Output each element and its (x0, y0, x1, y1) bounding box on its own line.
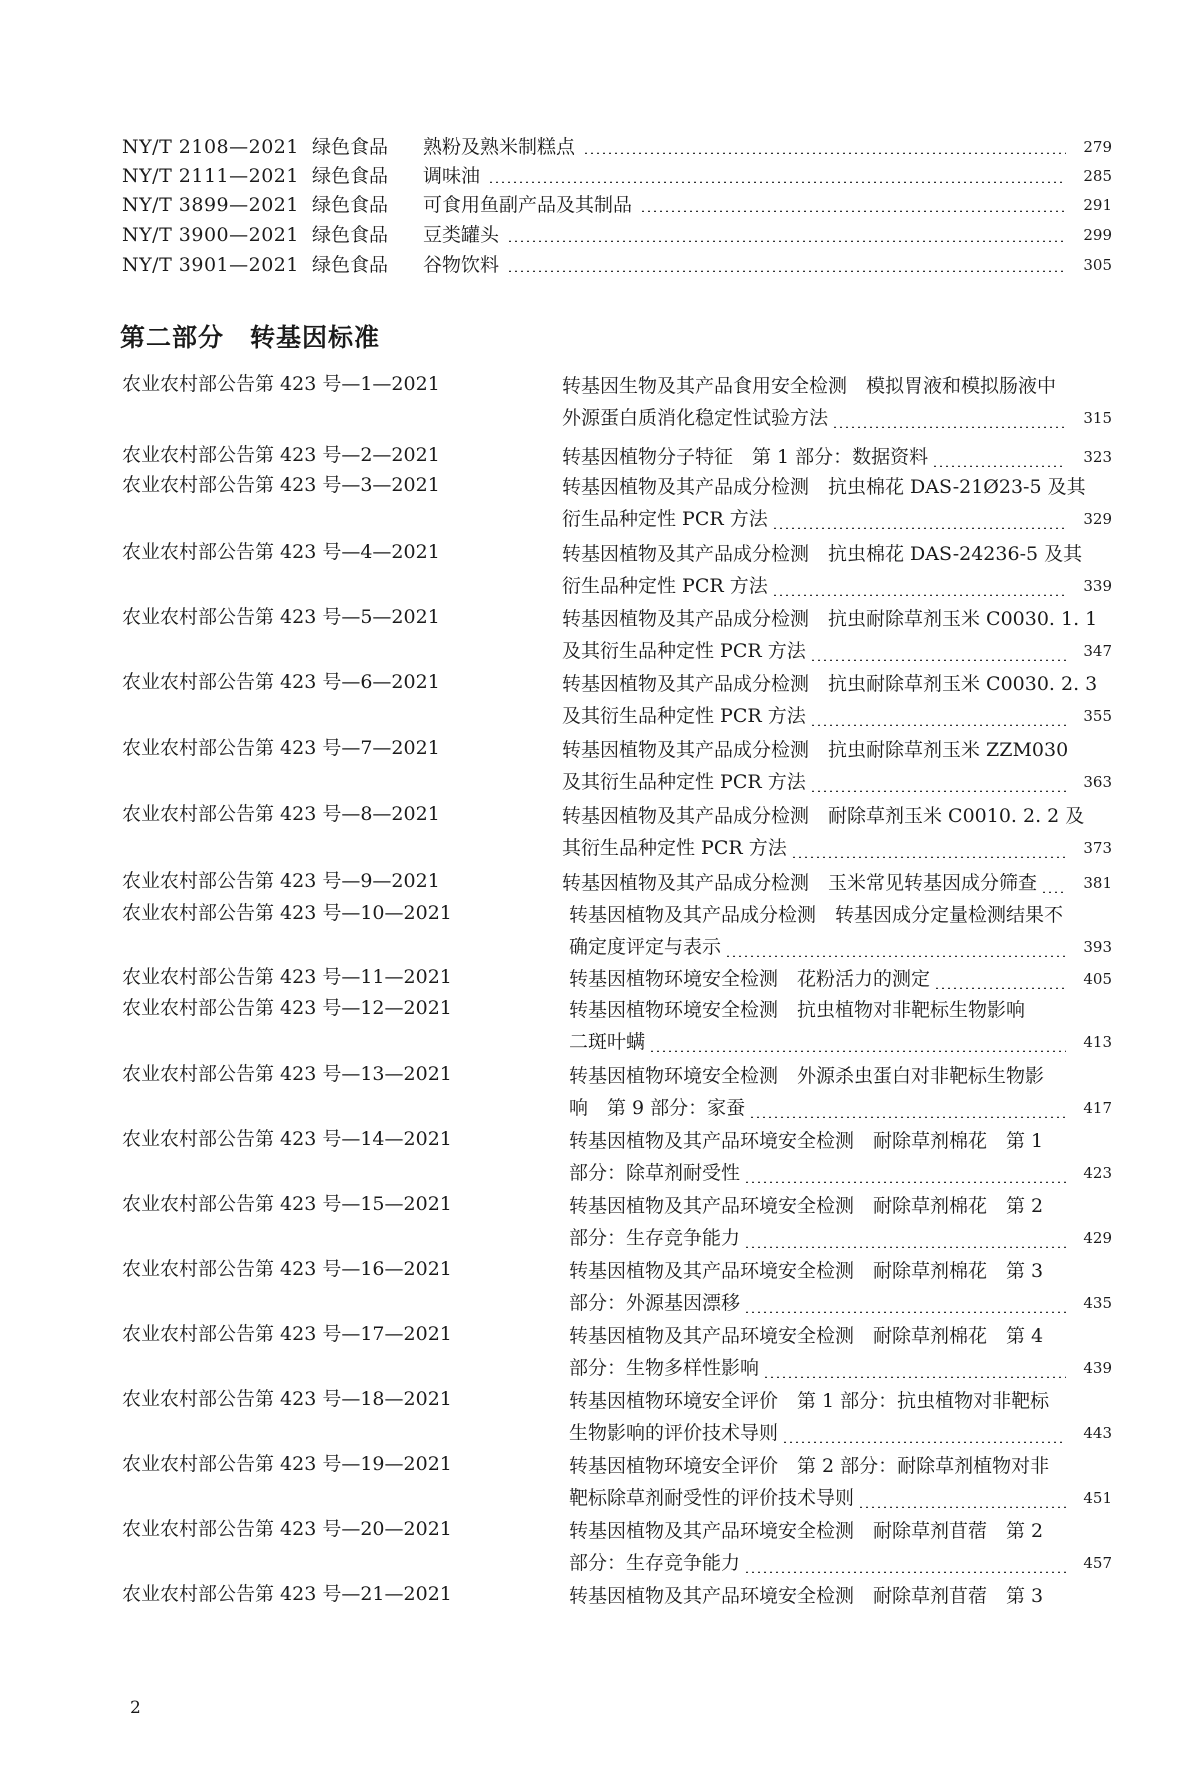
entry-title-line (562, 765, 1112, 797)
entry-title-text: 转基因植物及其产品环境安全检测 耐除草剂棉花 第 4 (569, 1325, 1044, 1347)
standard-title: 豆类罐头 (423, 224, 500, 246)
entry-title-text: 转基因植物及其产品环境安全检测 耐除草剂棉花 第 3 (569, 1260, 1044, 1282)
entry-title-line (562, 502, 1112, 534)
dot-leader (507, 240, 1066, 242)
standard-title: 调味油 (423, 165, 481, 187)
entry-title-text: 部分：外源基因漂移 (569, 1292, 741, 1314)
standard-code: NY/T 2108—2021 (122, 136, 299, 158)
entry-title-text: 转基因植物环境安全检测 外源杀虫蛋白对非靶标生物影 (569, 1065, 1045, 1087)
dot-leader (858, 1506, 1066, 1508)
dot-leader (810, 790, 1066, 792)
entry-title-text: 转基因植物环境安全检测 花粉活力的测定 (569, 968, 931, 990)
entry-title-text: 转基因植物及其产品成分检测 耐除草剂玉米 C0010. 2. 2 及 (562, 805, 1085, 827)
entry-title-block (562, 866, 1112, 898)
dot-leader (810, 724, 1066, 726)
announcement-code: 农业农村部公告第 423 号—14—2021 (122, 1128, 452, 1150)
entry-title-text: 转基因植物环境安全评价 第 2 部分：耐除草剂植物对非 (569, 1455, 1050, 1477)
entry-title-line (569, 1091, 1112, 1123)
announcement-code: 农业农村部公告第 423 号—8—2021 (122, 803, 440, 825)
entry-title-text: 转基因植物及其产品成分检测 抗虫耐除草剂玉米 ZZM030 (562, 739, 1069, 761)
entry-title-line (569, 1319, 1112, 1351)
page-ref: 439 (1083, 1359, 1112, 1377)
entry-title-text: 靶标除草剂耐受性的评价技术导则 (569, 1487, 855, 1509)
entry-title-line (569, 962, 1112, 994)
standard-category: 绿色食品 (312, 224, 389, 246)
entry-title-text: 其衍生品种定性 PCR 方法 (562, 837, 787, 859)
entry-title-block (569, 1449, 1112, 1513)
entry-title-block (562, 799, 1112, 863)
entry-title-line (562, 369, 1112, 401)
announcement-code: 农业农村部公告第 423 号—19—2021 (122, 1453, 452, 1475)
dot-leader (782, 1441, 1066, 1443)
entry-title-text: 转基因植物及其产品成分检测 抗虫耐除草剂玉米 C0030. 2. 3 (562, 673, 1098, 695)
entry-title-block (562, 733, 1112, 797)
entry-title-block (569, 1124, 1112, 1188)
entry-title-line (562, 401, 1112, 433)
entry-title-text: 衍生品种定性 PCR 方法 (562, 508, 768, 530)
dot-leader (725, 955, 1066, 957)
page-ref: 347 (1083, 642, 1112, 660)
dot-leader (649, 1050, 1066, 1052)
entry-title-line (562, 799, 1112, 831)
page-ref: 443 (1083, 1424, 1112, 1442)
announcement-code: 农业农村部公告第 423 号—5—2021 (122, 606, 440, 628)
page-ref: 305 (1083, 256, 1112, 274)
entry-title-block (569, 1514, 1112, 1578)
entry-title-text: 转基因植物及其产品环境安全检测 耐除草剂棉花 第 1 (569, 1130, 1044, 1152)
dot-leader (772, 527, 1066, 529)
entry-title-line (569, 1384, 1112, 1416)
entry-title-line (562, 866, 1112, 898)
page-ref: 429 (1083, 1229, 1112, 1247)
entry-title-line (569, 1221, 1112, 1253)
dot-leader (640, 210, 1066, 212)
page-ref: 285 (1083, 167, 1112, 185)
entry-title-block (569, 962, 1112, 994)
announcement-code: 农业农村部公告第 423 号—17—2021 (122, 1323, 452, 1345)
page-ref: 329 (1083, 510, 1112, 528)
toc-entry (122, 217, 1112, 247)
dot-leader (934, 987, 1066, 989)
page-ref: 355 (1083, 707, 1112, 725)
page-ref: 393 (1083, 938, 1112, 956)
entry-title-line (569, 1156, 1112, 1188)
entry-title-text: 转基因植物及其产品环境安全检测 耐除草剂苜蓿 第 3 (569, 1585, 1044, 1607)
entry-title-text: 确定度评定与表示 (569, 936, 722, 958)
announcement-code: 农业农村部公告第 423 号—1—2021 (122, 373, 440, 395)
page-ref: 457 (1083, 1554, 1112, 1572)
standard-code: NY/T 3901—2021 (122, 254, 299, 276)
entry-title-line (569, 1514, 1112, 1546)
entry-title-block (562, 470, 1112, 534)
announcement-code: 农业农村部公告第 423 号—15—2021 (122, 1193, 452, 1215)
entry-title-text: 转基因生物及其产品食用安全检测 模拟胃液和模拟肠液中 (562, 375, 1057, 397)
page-ref: 417 (1083, 1099, 1112, 1117)
announcement-code: 农业农村部公告第 423 号—9—2021 (122, 870, 440, 892)
page-ref: 363 (1083, 773, 1112, 791)
standard-code: NY/T 3899—2021 (122, 194, 299, 216)
announcement-code: 农业农村部公告第 423 号—3—2021 (122, 474, 440, 496)
entry-title-line (569, 1124, 1112, 1156)
entry-title-text: 部分：生存竞争能力 (569, 1552, 741, 1574)
entry-title-line (569, 1416, 1112, 1448)
page-ref: 405 (1083, 970, 1112, 988)
dot-leader (832, 426, 1066, 428)
entry-title-line (569, 1254, 1112, 1286)
announcement-code: 农业农村部公告第 423 号—12—2021 (122, 997, 452, 1019)
entry-title-block (562, 369, 1112, 433)
section-title: 转基因标准 (250, 323, 381, 352)
standard-title: 熟粉及熟米制糕点 (423, 136, 576, 158)
standard-code: NY/T 3900—2021 (122, 224, 299, 246)
page-ref: 451 (1083, 1489, 1112, 1507)
entry-title-text: 及其衍生品种定性 PCR 方法 (562, 705, 806, 727)
announcement-code: 农业农村部公告第 423 号—10—2021 (122, 902, 452, 924)
entry-title-text: 转基因植物分子特征 第 1 部分：数据资料 (562, 446, 929, 468)
entry-title-block (562, 602, 1112, 666)
page-ref: 413 (1083, 1033, 1112, 1051)
entry-title-block (569, 1254, 1112, 1318)
entry-title-text: 转基因植物环境安全检测 抗虫植物对非靶标生物影响 (569, 999, 1026, 1021)
entry-title-line (562, 733, 1112, 765)
entry-title-text: 部分：除草剂耐受性 (569, 1162, 741, 1184)
dot-leader (583, 152, 1066, 154)
entry-title-line (569, 1059, 1112, 1091)
entry-title-text: 衍生品种定性 PCR 方法 (562, 575, 768, 597)
entry-title-line (562, 667, 1112, 699)
standard-category: 绿色食品 (312, 194, 389, 216)
entry-title-line (569, 1189, 1112, 1221)
entry-title-text: 转基因植物及其产品成分检测 抗虫耐除草剂玉米 C0030. 1. 1 (562, 608, 1098, 630)
standard-category: 绿色食品 (312, 136, 389, 158)
toc-entry (122, 158, 1112, 188)
standard-code: NY/T 2111—2021 (122, 165, 299, 187)
entry-title-line (562, 831, 1112, 863)
dot-leader (1041, 891, 1066, 893)
entry-title-line (569, 1286, 1112, 1318)
page-ref: 279 (1083, 138, 1112, 156)
entry-title-text: 响 第 9 部分：家蚕 (569, 1097, 746, 1119)
page-ref: 435 (1083, 1294, 1112, 1312)
entry-title-line (562, 569, 1112, 601)
page-number: 2 (130, 1698, 141, 1718)
entry-title-text: 部分：生物多样性影响 (569, 1357, 760, 1379)
entry-title-text: 转基因植物及其产品成分检测 抗虫棉花 DAS-21Ø23-5 及其 (562, 476, 1086, 498)
announcement-code: 农业农村部公告第 423 号—4—2021 (122, 541, 440, 563)
dot-leader (772, 594, 1066, 596)
page-ref: 299 (1083, 226, 1112, 244)
announcement-code: 农业农村部公告第 423 号—18—2021 (122, 1388, 452, 1410)
entry-title-text: 转基因植物环境安全评价 第 1 部分：抗虫植物对非靶标 (569, 1390, 1050, 1412)
entry-title-line (569, 1546, 1112, 1578)
entry-title-block (569, 993, 1112, 1057)
entry-title-text: 转基因植物及其产品成分检测 抗虫棉花 DAS-24236-5 及其 (562, 543, 1083, 565)
dot-leader (507, 270, 1066, 272)
page-ref: 423 (1083, 1164, 1112, 1182)
announcement-code: 农业农村部公告第 423 号—13—2021 (122, 1063, 452, 1085)
page-ref: 291 (1083, 196, 1112, 214)
standard-category: 绿色食品 (312, 165, 389, 187)
entry-title-text: 外源蛋白质消化稳定性试验方法 (562, 407, 829, 429)
entry-title-line (562, 440, 1112, 472)
entry-title-line (562, 470, 1112, 502)
entry-title-block (562, 667, 1112, 731)
page-ref: 323 (1083, 448, 1112, 466)
entry-title-line (569, 930, 1112, 962)
standard-title: 可食用鱼副产品及其制品 (423, 194, 633, 216)
standard-title: 谷物饮料 (423, 254, 500, 276)
toc-entry (122, 129, 1112, 159)
entry-title-block (569, 1579, 1112, 1611)
dot-leader (763, 1376, 1066, 1378)
entry-title-text: 及其衍生品种定性 PCR 方法 (562, 771, 806, 793)
toc-entry (122, 247, 1112, 277)
entry-title-line (569, 993, 1112, 1025)
entry-title-text: 转基因植物及其产品成分检测 转基因成分定量检测结果不 (569, 904, 1064, 926)
entry-title-line (562, 699, 1112, 731)
page-ref: 315 (1083, 409, 1112, 427)
dot-leader (744, 1571, 1066, 1573)
section-part-label: 第二部分 (120, 323, 225, 352)
entry-title-line (562, 602, 1112, 634)
entry-title-line (569, 1025, 1112, 1057)
entry-title-text: 转基因植物及其产品环境安全检测 耐除草剂棉花 第 2 (569, 1195, 1044, 1217)
announcement-code: 农业农村部公告第 423 号—16—2021 (122, 1258, 452, 1280)
section-heading (120, 318, 380, 354)
entry-title-line (569, 1481, 1112, 1513)
entry-title-text: 转基因植物及其产品环境安全检测 耐除草剂苜蓿 第 2 (569, 1520, 1044, 1542)
announcement-code: 农业农村部公告第 423 号—6—2021 (122, 671, 440, 693)
dot-leader (744, 1181, 1066, 1183)
announcement-code: 农业农村部公告第 423 号—7—2021 (122, 737, 440, 759)
entry-title-text: 部分：生存竞争能力 (569, 1227, 741, 1249)
announcement-code: 农业农村部公告第 423 号—11—2021 (122, 966, 452, 988)
entry-title-text: 生物影响的评价技术导则 (569, 1422, 779, 1444)
dot-leader (744, 1246, 1066, 1248)
entry-title-line (569, 1579, 1112, 1611)
dot-leader (488, 181, 1066, 183)
entry-title-line (569, 1351, 1112, 1383)
entry-title-text: 二斑叶螨 (569, 1031, 646, 1053)
entry-title-line (562, 537, 1112, 569)
dot-leader (810, 659, 1066, 661)
dot-leader (749, 1116, 1066, 1118)
announcement-code: 农业农村部公告第 423 号—21—2021 (122, 1583, 452, 1605)
entry-title-line (569, 1449, 1112, 1481)
entry-title-text: 及其衍生品种定性 PCR 方法 (562, 640, 806, 662)
entry-title-block (562, 440, 1112, 472)
standard-category: 绿色食品 (312, 254, 389, 276)
dot-leader (932, 465, 1066, 467)
entry-title-block (569, 1189, 1112, 1253)
page-ref: 373 (1083, 839, 1112, 857)
dot-leader (744, 1311, 1066, 1313)
entry-title-block (569, 1384, 1112, 1448)
entry-title-block (569, 898, 1112, 962)
entry-title-block (569, 1319, 1112, 1383)
announcement-code: 农业农村部公告第 423 号—2—2021 (122, 444, 440, 466)
toc-entry (122, 187, 1112, 217)
entry-title-line (562, 634, 1112, 666)
entry-title-block (562, 537, 1112, 601)
entry-title-text: 转基因植物及其产品成分检测 玉米常见转基因成分筛查 (562, 872, 1038, 894)
entry-title-block (569, 1059, 1112, 1123)
page-ref: 381 (1083, 874, 1112, 892)
page-ref: 339 (1083, 577, 1112, 595)
announcement-code: 农业农村部公告第 423 号—20—2021 (122, 1518, 452, 1540)
dot-leader (791, 856, 1066, 858)
entry-title-line (569, 898, 1112, 930)
